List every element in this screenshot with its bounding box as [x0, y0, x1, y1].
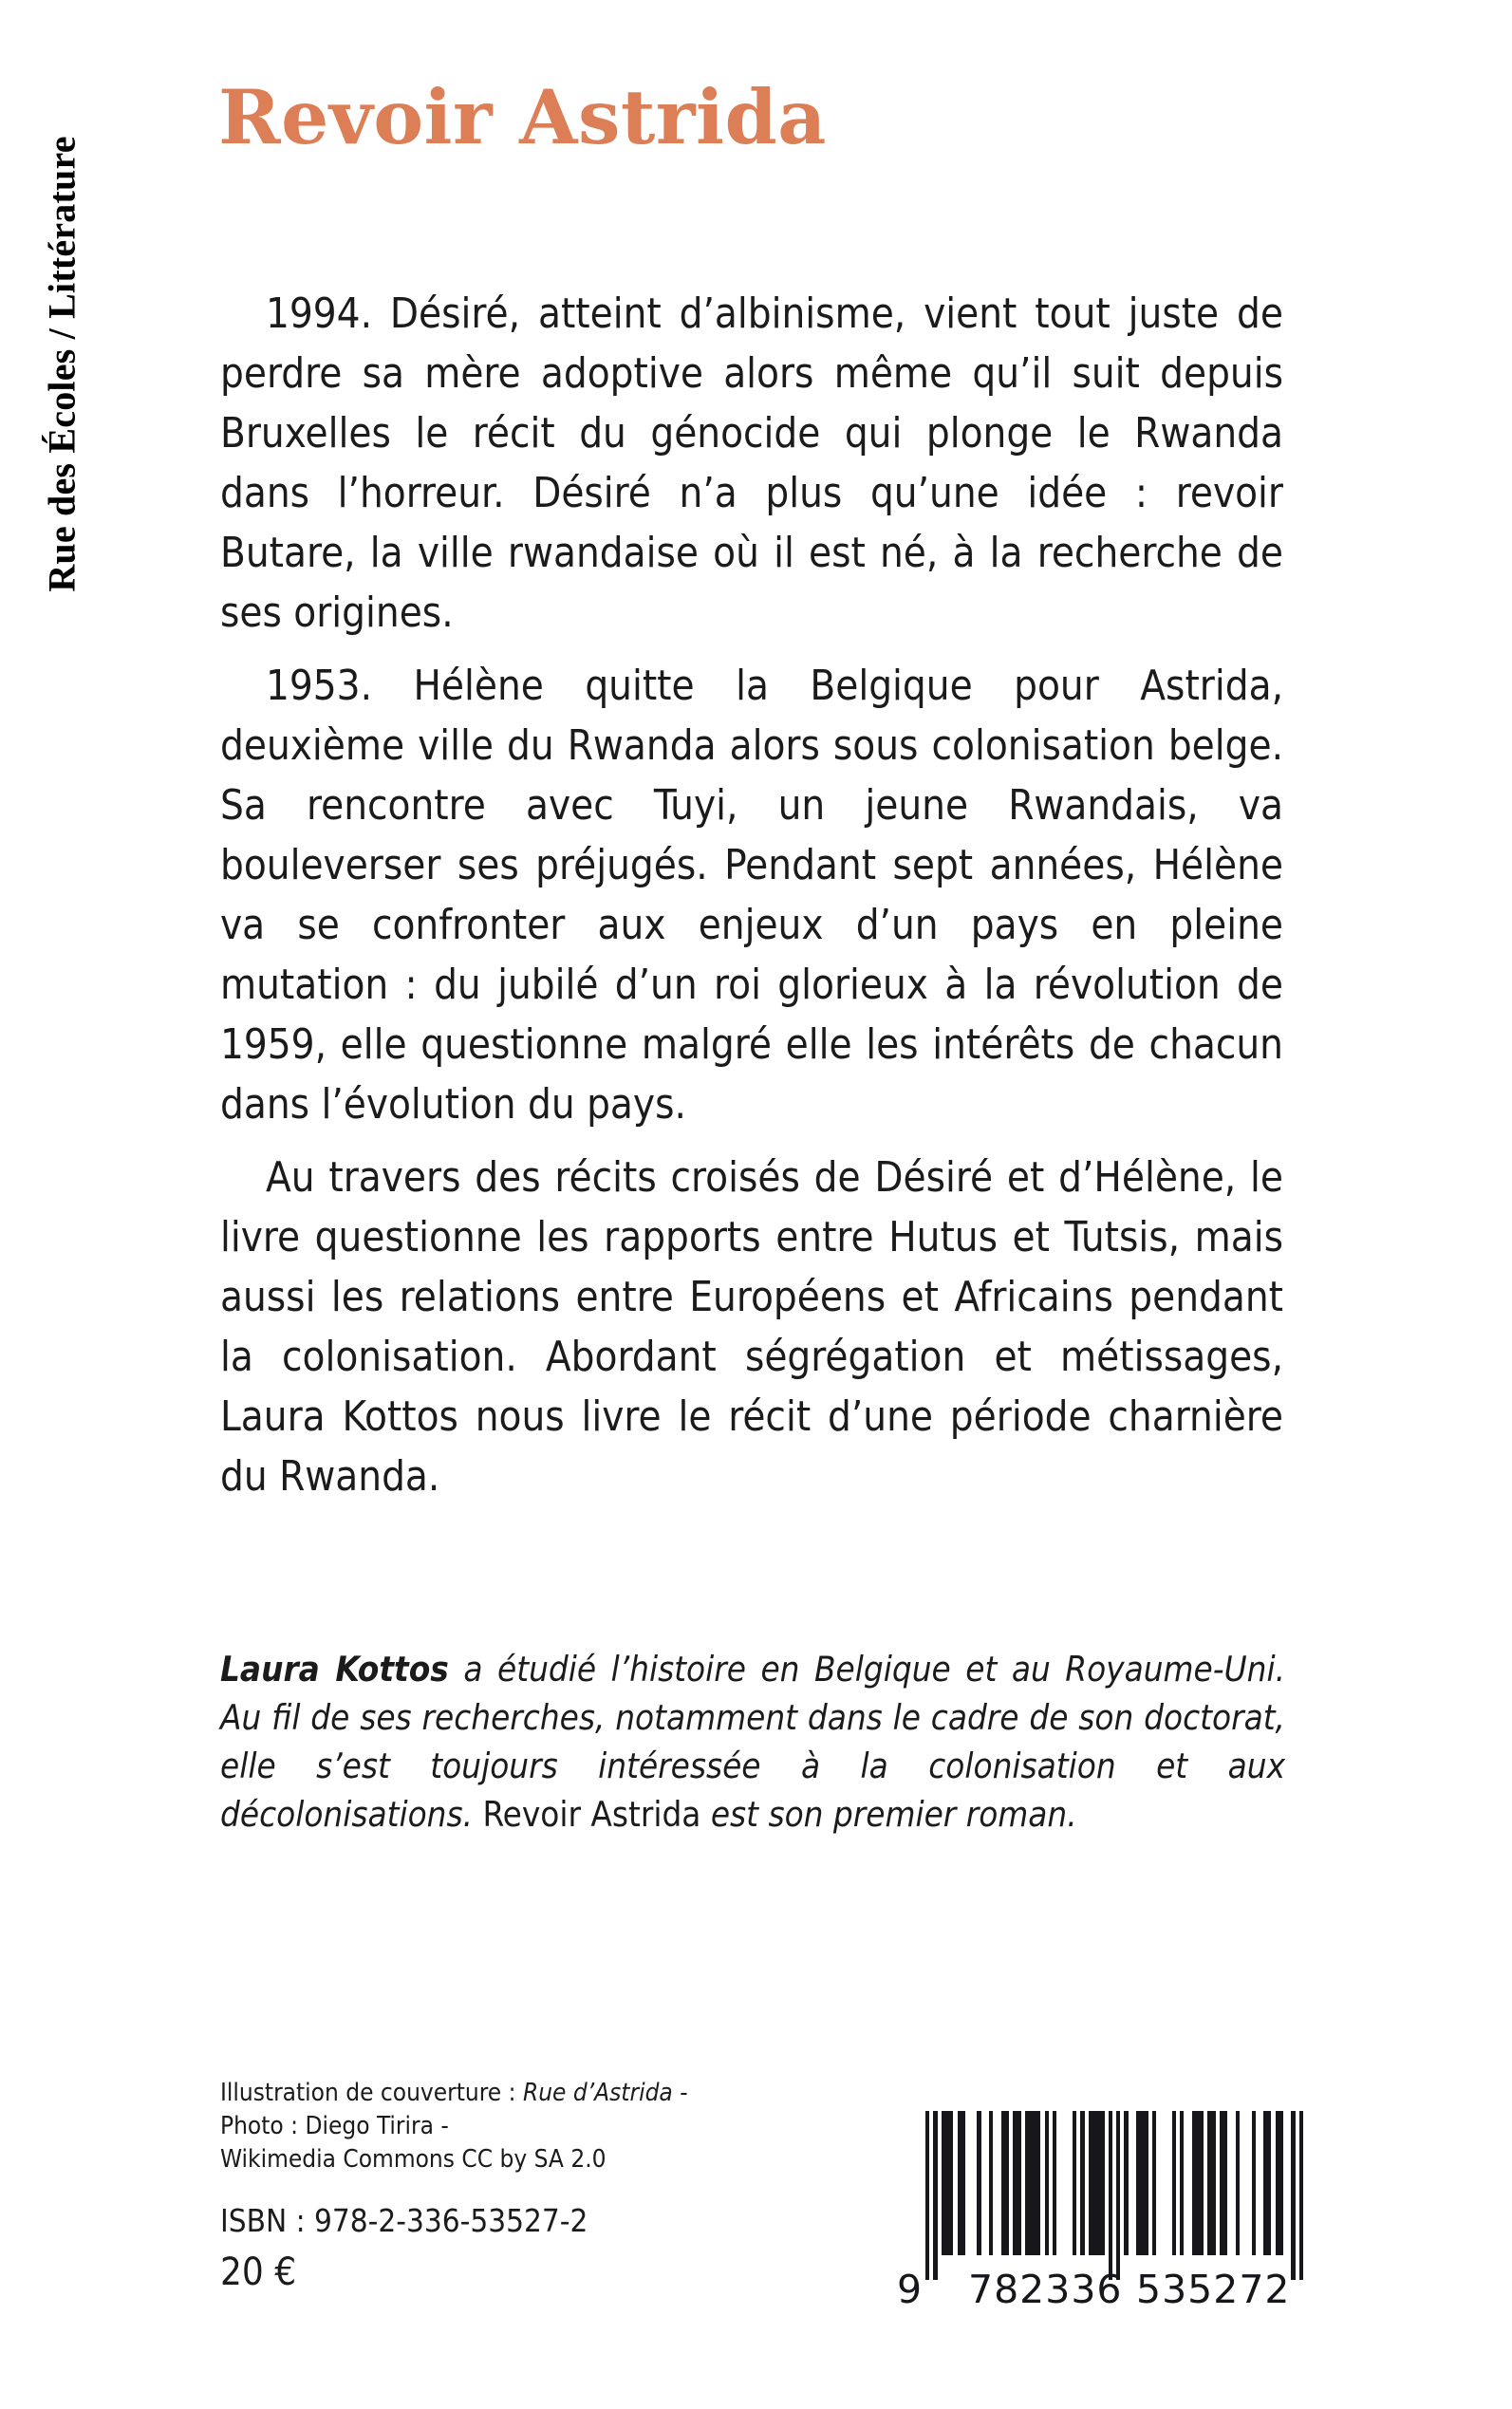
barcode-right-group: 535272 [1136, 2267, 1291, 2312]
blurb-paragraph-3: Au travers des récits croisés de Désiré et d’Hélène, le livre questionne les rapports entre Hutus et Tutsis, mais aussi les relations entre Européens et Africains pendant la colonisation. Abordant ségrégation et métissages, Laura Kottos nous livre le récit d’une période charnière du Rwanda. [220, 1154, 1283, 1501]
barcode-lead-digit: 9 [897, 2267, 924, 2312]
collection-spine-label [0, 0, 123, 721]
collection-label-text: Rue des Écoles / Littérature [40, 136, 84, 592]
isbn-price-block [220, 2200, 588, 2297]
blurb-paragraph-2: 1953. Hélène quitte la Belgique pour Astrida, deuxième ville du Rwanda alors sous colonisation belge. Sa rencontre avec Tuyi, un jeune Rwandais, va bouleverser ses préjugés. Pendant sept années, Hélène va se confronter aux enjeux d’un pays en pleine mutation : du jubilé d’un roi glorieux à la révolution de 1959, elle questionne malgré elle les intérêts de chacun dans l’évolution du pays. [220, 663, 1283, 1129]
barcode-left-group: 782336 [968, 2267, 1123, 2312]
ean13-barcode [897, 2111, 1303, 2329]
credits-line-1 [220, 2077, 904, 2110]
credits-illustration-title: Rue d’Astrida [522, 2079, 673, 2107]
author-bio-text-part-1: a étudié l’histoire en Belgique et au Royaume-Uni. Au fil de ses recherches, notamment dans le cadre de son doctorat, elle s’est toujours intéressée à la colonisation et aux décolonisations. [220, 1649, 1285, 1835]
blurb-paragraph-1: 1994. Désiré, atteint d’albinisme, vient tout juste de perdre sa mère adoptive alors même qu’il suit depuis Bruxelles le récit du génocide qui plonge le Rwanda dans l’horreur. Désiré n’a plus qu’une idée : revoir Butare, la ville rwandaise où il est né, à la recherche de ses origines. [220, 290, 1283, 637]
price-text: 20 € [220, 2250, 297, 2294]
book-title-mention: Revoir Astrida [482, 1794, 701, 1835]
barcode-bars [925, 2111, 1303, 2255]
barcode-digits [897, 2259, 1303, 2312]
author-bio-text-part-2: est son premier roman. [700, 1794, 1077, 1835]
isbn-text: ISBN : 978-2-336-53527-2 [220, 2202, 588, 2239]
credits-line-3: Wikimedia Commons CC by SA 2.0 [220, 2145, 607, 2174]
blurb-section [220, 285, 1283, 1507]
book-title: Revoir Astrida [218, 73, 827, 161]
credits-illustration-suffix: - [672, 2079, 688, 2107]
author-bio [220, 1645, 1285, 1839]
author-name: Laura Kottos [220, 1649, 449, 1690]
credits-line-2: Photo : Diego Tirira - [220, 2112, 449, 2140]
credits-illustration-label: Illustration de couverture : [220, 2079, 523, 2107]
cover-credits [220, 2077, 904, 2176]
